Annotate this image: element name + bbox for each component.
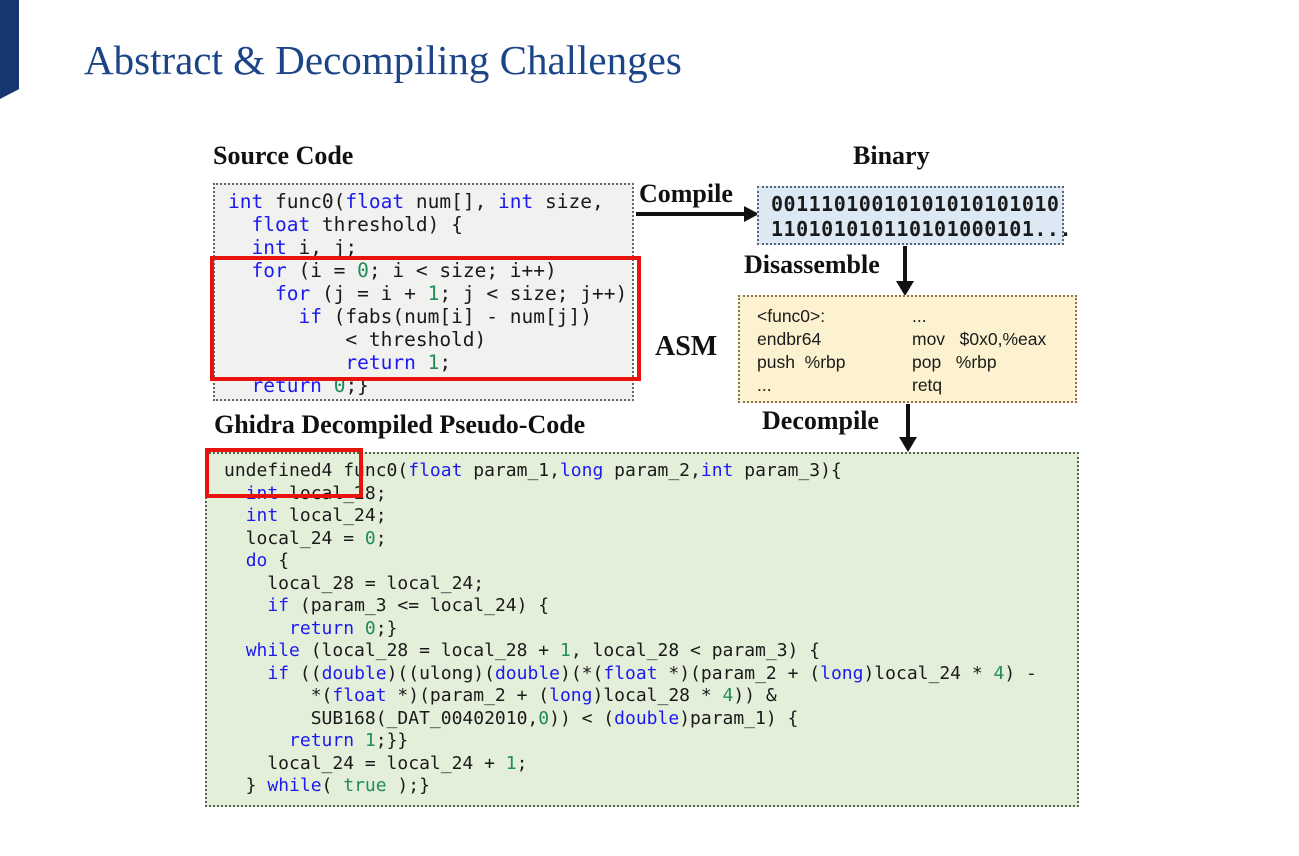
decompile-arrow-shaft — [906, 404, 910, 439]
ghidra-heading: Ghidra Decompiled Pseudo-Code — [214, 410, 586, 439]
disassemble-label: Disassemble — [744, 250, 880, 279]
ghidra-pseudocode-box — [205, 452, 1079, 807]
source-code-heading: Source Code — [213, 141, 354, 170]
asm-label: ASM — [655, 331, 718, 362]
source-code-text: int func0(float num[], int size, float threshold) { int i, j; for (i = 0; i < size; i++) for (j = i + 1; j < size; j++) if (fabs(num[i] - num[j]) < threshold) return 1; return 0;} — [228, 190, 628, 397]
accent-bar — [0, 0, 19, 99]
compile-label: Compile — [639, 179, 733, 208]
asm-box — [738, 295, 1077, 403]
decompile-label: Decompile — [762, 406, 879, 435]
disassemble-arrow-shaft — [903, 246, 907, 283]
compile-arrow-shaft — [636, 212, 746, 216]
undefined4-highlight-rect — [205, 448, 363, 498]
asm-column-left: <func0>: endbr64 push %rbp ... — [757, 306, 846, 395]
decompile-arrow-head-icon — [899, 437, 917, 452]
loop-highlight-rect — [210, 256, 641, 381]
binary-text: 00111010010101010101010 110101010110101000101... — [771, 192, 1072, 241]
page-title: Abstract & Decompiling Challenges — [84, 37, 682, 83]
binary-heading: Binary — [853, 141, 930, 170]
disassemble-arrow-head-icon — [896, 281, 914, 296]
ghidra-pseudocode-text: undefined4 func0(float param_1,long param_2,int param_3){ int local_28; int local_24; local_24 = 0; do { local_28 = local_24; if (param_3 <= local_24) { return 0;} while (local_28 = local_28 + 1, local_28 < param_3) { if ((double)((ulong)(double)(*(float *)(param_2 + (long)local_24 * 4) - *(float *)(param_2 + (long)local_28 * 4)) & SUB168(_DAT_00402010,0)) < (double)param_1) { return 1;}} local_24 = local_24 + 1; } while( true );} — [224, 460, 1037, 796]
asm-column-right: ... mov $0x0,%eax pop %rbp retq — [912, 306, 1047, 395]
binary-box — [757, 186, 1072, 245]
